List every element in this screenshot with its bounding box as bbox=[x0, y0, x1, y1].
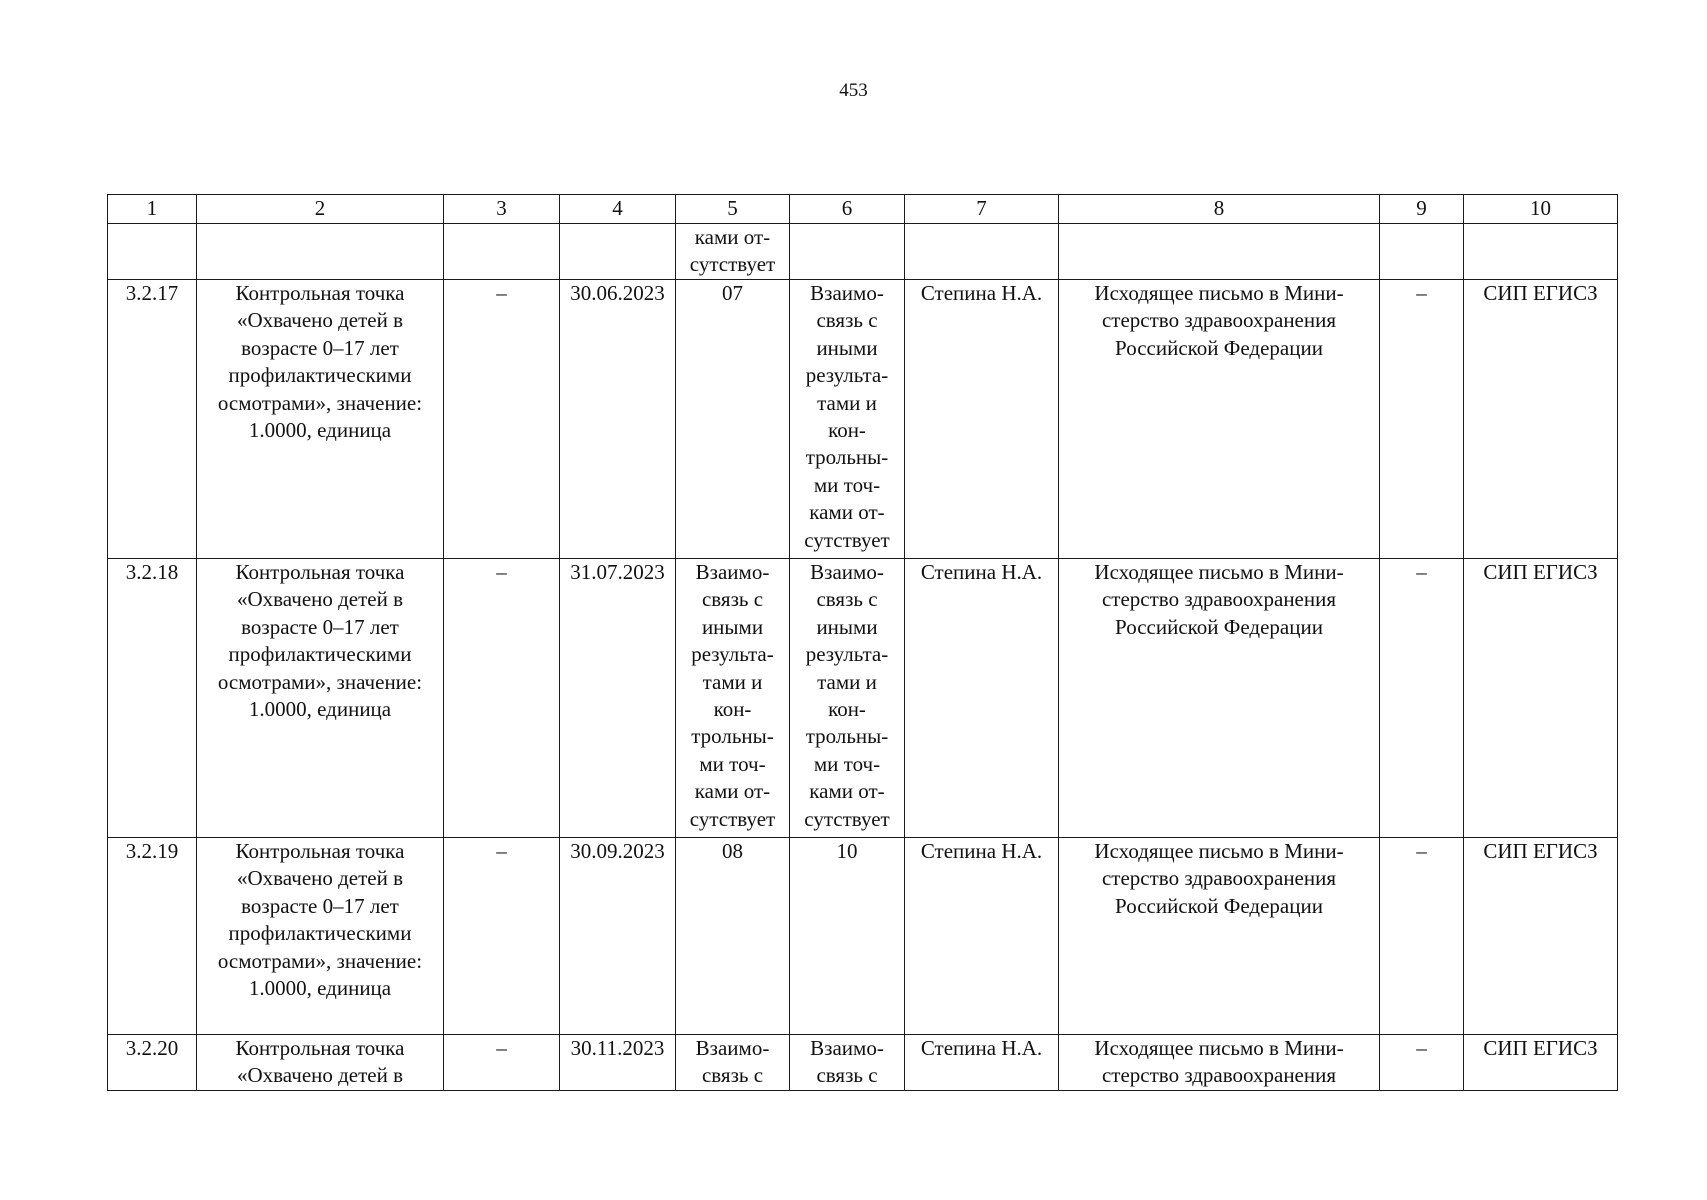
row-number: 3.2.20 bbox=[108, 1035, 197, 1091]
table-cell bbox=[108, 224, 197, 280]
column-header: 3 bbox=[444, 195, 560, 224]
column-header: 1 bbox=[108, 195, 197, 224]
responsible-person: Степина Н.А. bbox=[905, 559, 1059, 838]
information-system: СИП ЕГИСЗ bbox=[1464, 559, 1618, 838]
information-system: СИП ЕГИСЗ bbox=[1464, 280, 1618, 559]
table-row bbox=[108, 838, 1618, 1035]
column-header: 6 bbox=[790, 195, 905, 224]
table-cell: 07 bbox=[676, 280, 790, 559]
column-header: 7 bbox=[905, 195, 1059, 224]
document-type: Исходящее письмо в Мини- стерство здравоохранения Российской Федерации bbox=[1059, 838, 1380, 1035]
responsible-person: Степина Н.А. bbox=[905, 280, 1059, 559]
column-header: 8 bbox=[1059, 195, 1380, 224]
document-type: Исходящее письмо в Мини- стерство здравоохранения bbox=[1059, 1035, 1380, 1091]
table-cell bbox=[197, 224, 444, 280]
table-cell: Взаимо- связь с иными результа- тами и кон- трольны- ми точ- ками от- сутствует bbox=[676, 559, 790, 838]
table-cell: – bbox=[1380, 559, 1464, 838]
table-cell: – bbox=[1380, 838, 1464, 1035]
table-cell: – bbox=[444, 838, 560, 1035]
control-point-description: Контрольная точка «Охвачено детей в возрасте 0–17 лет профилактическими осмотрами», значение: 1.0000, единица bbox=[197, 280, 444, 559]
column-header: 4 bbox=[560, 195, 676, 224]
information-system: СИП ЕГИСЗ bbox=[1464, 1035, 1618, 1091]
table-cell: – bbox=[1380, 280, 1464, 559]
table-row bbox=[108, 280, 1618, 559]
column-header: 5 bbox=[676, 195, 790, 224]
table-cell bbox=[790, 224, 905, 280]
table-cell bbox=[444, 224, 560, 280]
table-cell: Взаимо- связь с иными результа- тами и кон- трольны- ми точ- ками от- сутствует bbox=[790, 559, 905, 838]
column-header: 2 bbox=[197, 195, 444, 224]
date-cell: 30.06.2023 bbox=[560, 280, 676, 559]
document-type: Исходящее письмо в Мини- стерство здравоохранения Российской Федерации bbox=[1059, 559, 1380, 838]
row-number: 3.2.18 bbox=[108, 559, 197, 838]
table-cell: Взаимо- связь с иными результа- тами и кон- трольны- ми точ- ками от- сутствует bbox=[790, 280, 905, 559]
responsible-person: Степина Н.А. bbox=[905, 1035, 1059, 1091]
table-cell bbox=[1059, 224, 1380, 280]
responsible-person: Степина Н.А. bbox=[905, 838, 1059, 1035]
table-row bbox=[108, 1035, 1618, 1091]
column-header: 10 bbox=[1464, 195, 1618, 224]
row-number: 3.2.17 bbox=[108, 280, 197, 559]
table-cell: – bbox=[1380, 1035, 1464, 1091]
table-cell: – bbox=[444, 559, 560, 838]
table-cell: Взаимо- связь с bbox=[676, 1035, 790, 1091]
date-cell: 31.07.2023 bbox=[560, 559, 676, 838]
table-cell: 10 bbox=[790, 838, 905, 1035]
column-header: 9 bbox=[1380, 195, 1464, 224]
table-cell bbox=[560, 224, 676, 280]
control-point-description: Контрольная точка «Охвачено детей в bbox=[197, 1035, 444, 1091]
page-number: 453 bbox=[839, 80, 868, 101]
document-type: Исходящее письмо в Мини- стерство здравоохранения Российской Федерации bbox=[1059, 280, 1380, 559]
header-row bbox=[108, 195, 1618, 224]
table-cell bbox=[1380, 224, 1464, 280]
table-cell: ками от- сутствует bbox=[676, 224, 790, 280]
row-number: 3.2.19 bbox=[108, 838, 197, 1035]
information-system: СИП ЕГИСЗ bbox=[1464, 838, 1618, 1035]
table-row bbox=[108, 559, 1618, 838]
table-cell bbox=[905, 224, 1059, 280]
data-table bbox=[107, 194, 1618, 1091]
control-point-description: Контрольная точка «Охвачено детей в возрасте 0–17 лет профилактическими осмотрами», значение: 1.0000, единица bbox=[197, 559, 444, 838]
table-cell: – bbox=[444, 280, 560, 559]
table-cell bbox=[1464, 224, 1618, 280]
table-row bbox=[108, 224, 1618, 280]
date-cell: 30.11.2023 bbox=[560, 1035, 676, 1091]
table-cell: – bbox=[444, 1035, 560, 1091]
table-cell: 08 bbox=[676, 838, 790, 1035]
control-point-description: Контрольная точка «Охвачено детей в возрасте 0–17 лет профилактическими осмотрами», значение: 1.0000, единица bbox=[197, 838, 444, 1035]
date-cell: 30.09.2023 bbox=[560, 838, 676, 1035]
table-cell: Взаимо- связь с bbox=[790, 1035, 905, 1091]
